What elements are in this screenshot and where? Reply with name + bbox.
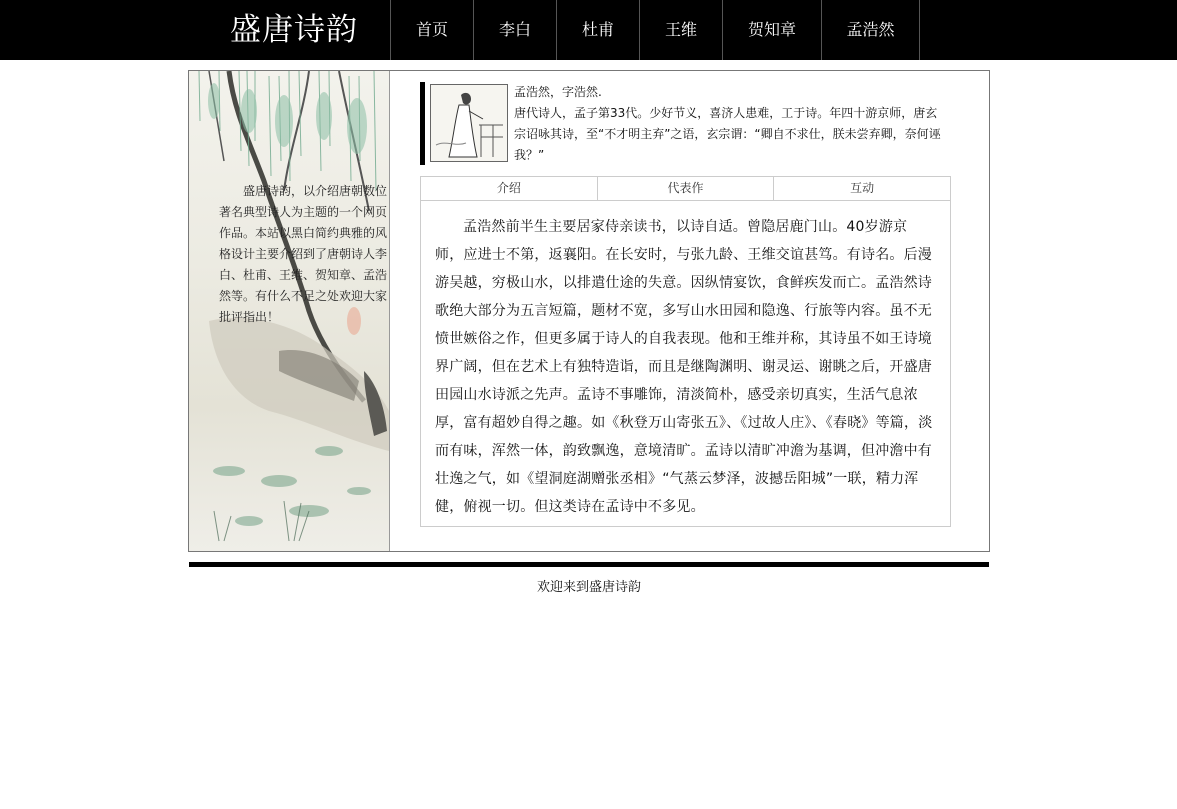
author-portrait xyxy=(430,84,508,162)
author-summary: 唐代诗人，孟子第33代。少好节义，喜济人患难，工于诗。年四十游京师，唐玄宗诏咏其诗，至“不才明主弃”之语，玄宗谓：“卿自不求仕，朕未尝弃卿，奈何诬我？” xyxy=(514,106,941,162)
tab-works[interactable]: 代表作 xyxy=(598,177,775,200)
sidebar-painting xyxy=(189,71,390,551)
main-nav xyxy=(390,0,920,60)
nav-item-home[interactable]: 首页 xyxy=(390,0,473,60)
site-logo[interactable]: 盛唐诗韵 xyxy=(230,12,358,48)
intro-paragraph: 孟浩然前半生主要居家侍亲读书，以诗自适。曾隐居鹿门山。40岁游京师，应进士不第，返襄阳。在长安时，与张九龄、王维交谊甚笃。有诗名。后漫游吴越，穷极山水，以排遣仕途的失意。因纵情宴饮，食鲜疾发而亡。孟浩然诗歌绝大部分为五言短篇，题材不宽，多写山水田园和隐逸、行旅等内容。虽不无愤世嫉俗之作，但更多属于诗人的自我表现。他和王维并称，其诗虽不如王诗境界广阔，但在艺术上有独特造诣，而且是继陶渊明、谢灵运、谢眺之后，开盛唐田园山水诗派之先声。孟诗不事雕饰，清淡简朴，感受亲切真实，生活气息浓厚，富有超妙自得之趣。如《秋登万山寄张五》、《过故人庄》、《春晓》等篇，淡而有味，浑然一体，韵致飘逸，意境清旷。孟诗以清旷冲澹为基调，但冲澹中有壮逸之气，如《望洞庭湖赠张丞相》“气蒸云梦泽，波撼岳阳城”一联，精力浑健，俯视一切。但这类诗在孟诗中不多见。 xyxy=(435,219,933,515)
main-frame xyxy=(188,70,990,552)
tab-content-panel xyxy=(420,201,951,527)
top-navbar xyxy=(0,0,1177,60)
nav-item-hezhizhang[interactable]: 贺知章 xyxy=(722,0,821,60)
author-bio xyxy=(514,82,944,166)
site-intro-text: 盛唐诗韵，以介绍唐朝数位著名典型诗人为主题的一个网页作品。本站以黑白简约典雅的风格设计主要介绍到了唐朝诗人李白、杜甫、王维、贺知章、孟浩然等。有什么不足之处欢迎大家批评指出！ xyxy=(219,184,388,324)
tab-interact[interactable]: 互动 xyxy=(850,181,875,195)
footer-text: 欢迎来到盛唐诗韵 xyxy=(536,580,641,595)
nav-item-libai[interactable]: 李白 xyxy=(473,0,556,60)
author-name-line: 孟浩然，字浩然. xyxy=(514,85,602,99)
footer-divider xyxy=(189,562,989,567)
tab-intro[interactable]: 介绍 xyxy=(421,177,598,200)
nav-item-menghaoran[interactable]: 孟浩然 xyxy=(821,0,920,60)
content-tabs xyxy=(420,176,951,201)
bio-accent-bar xyxy=(420,82,425,165)
nav-item-wangwei[interactable]: 王维 xyxy=(639,0,722,60)
poet-portrait-image xyxy=(431,85,507,161)
nav-item-dufu[interactable]: 杜甫 xyxy=(556,0,639,60)
